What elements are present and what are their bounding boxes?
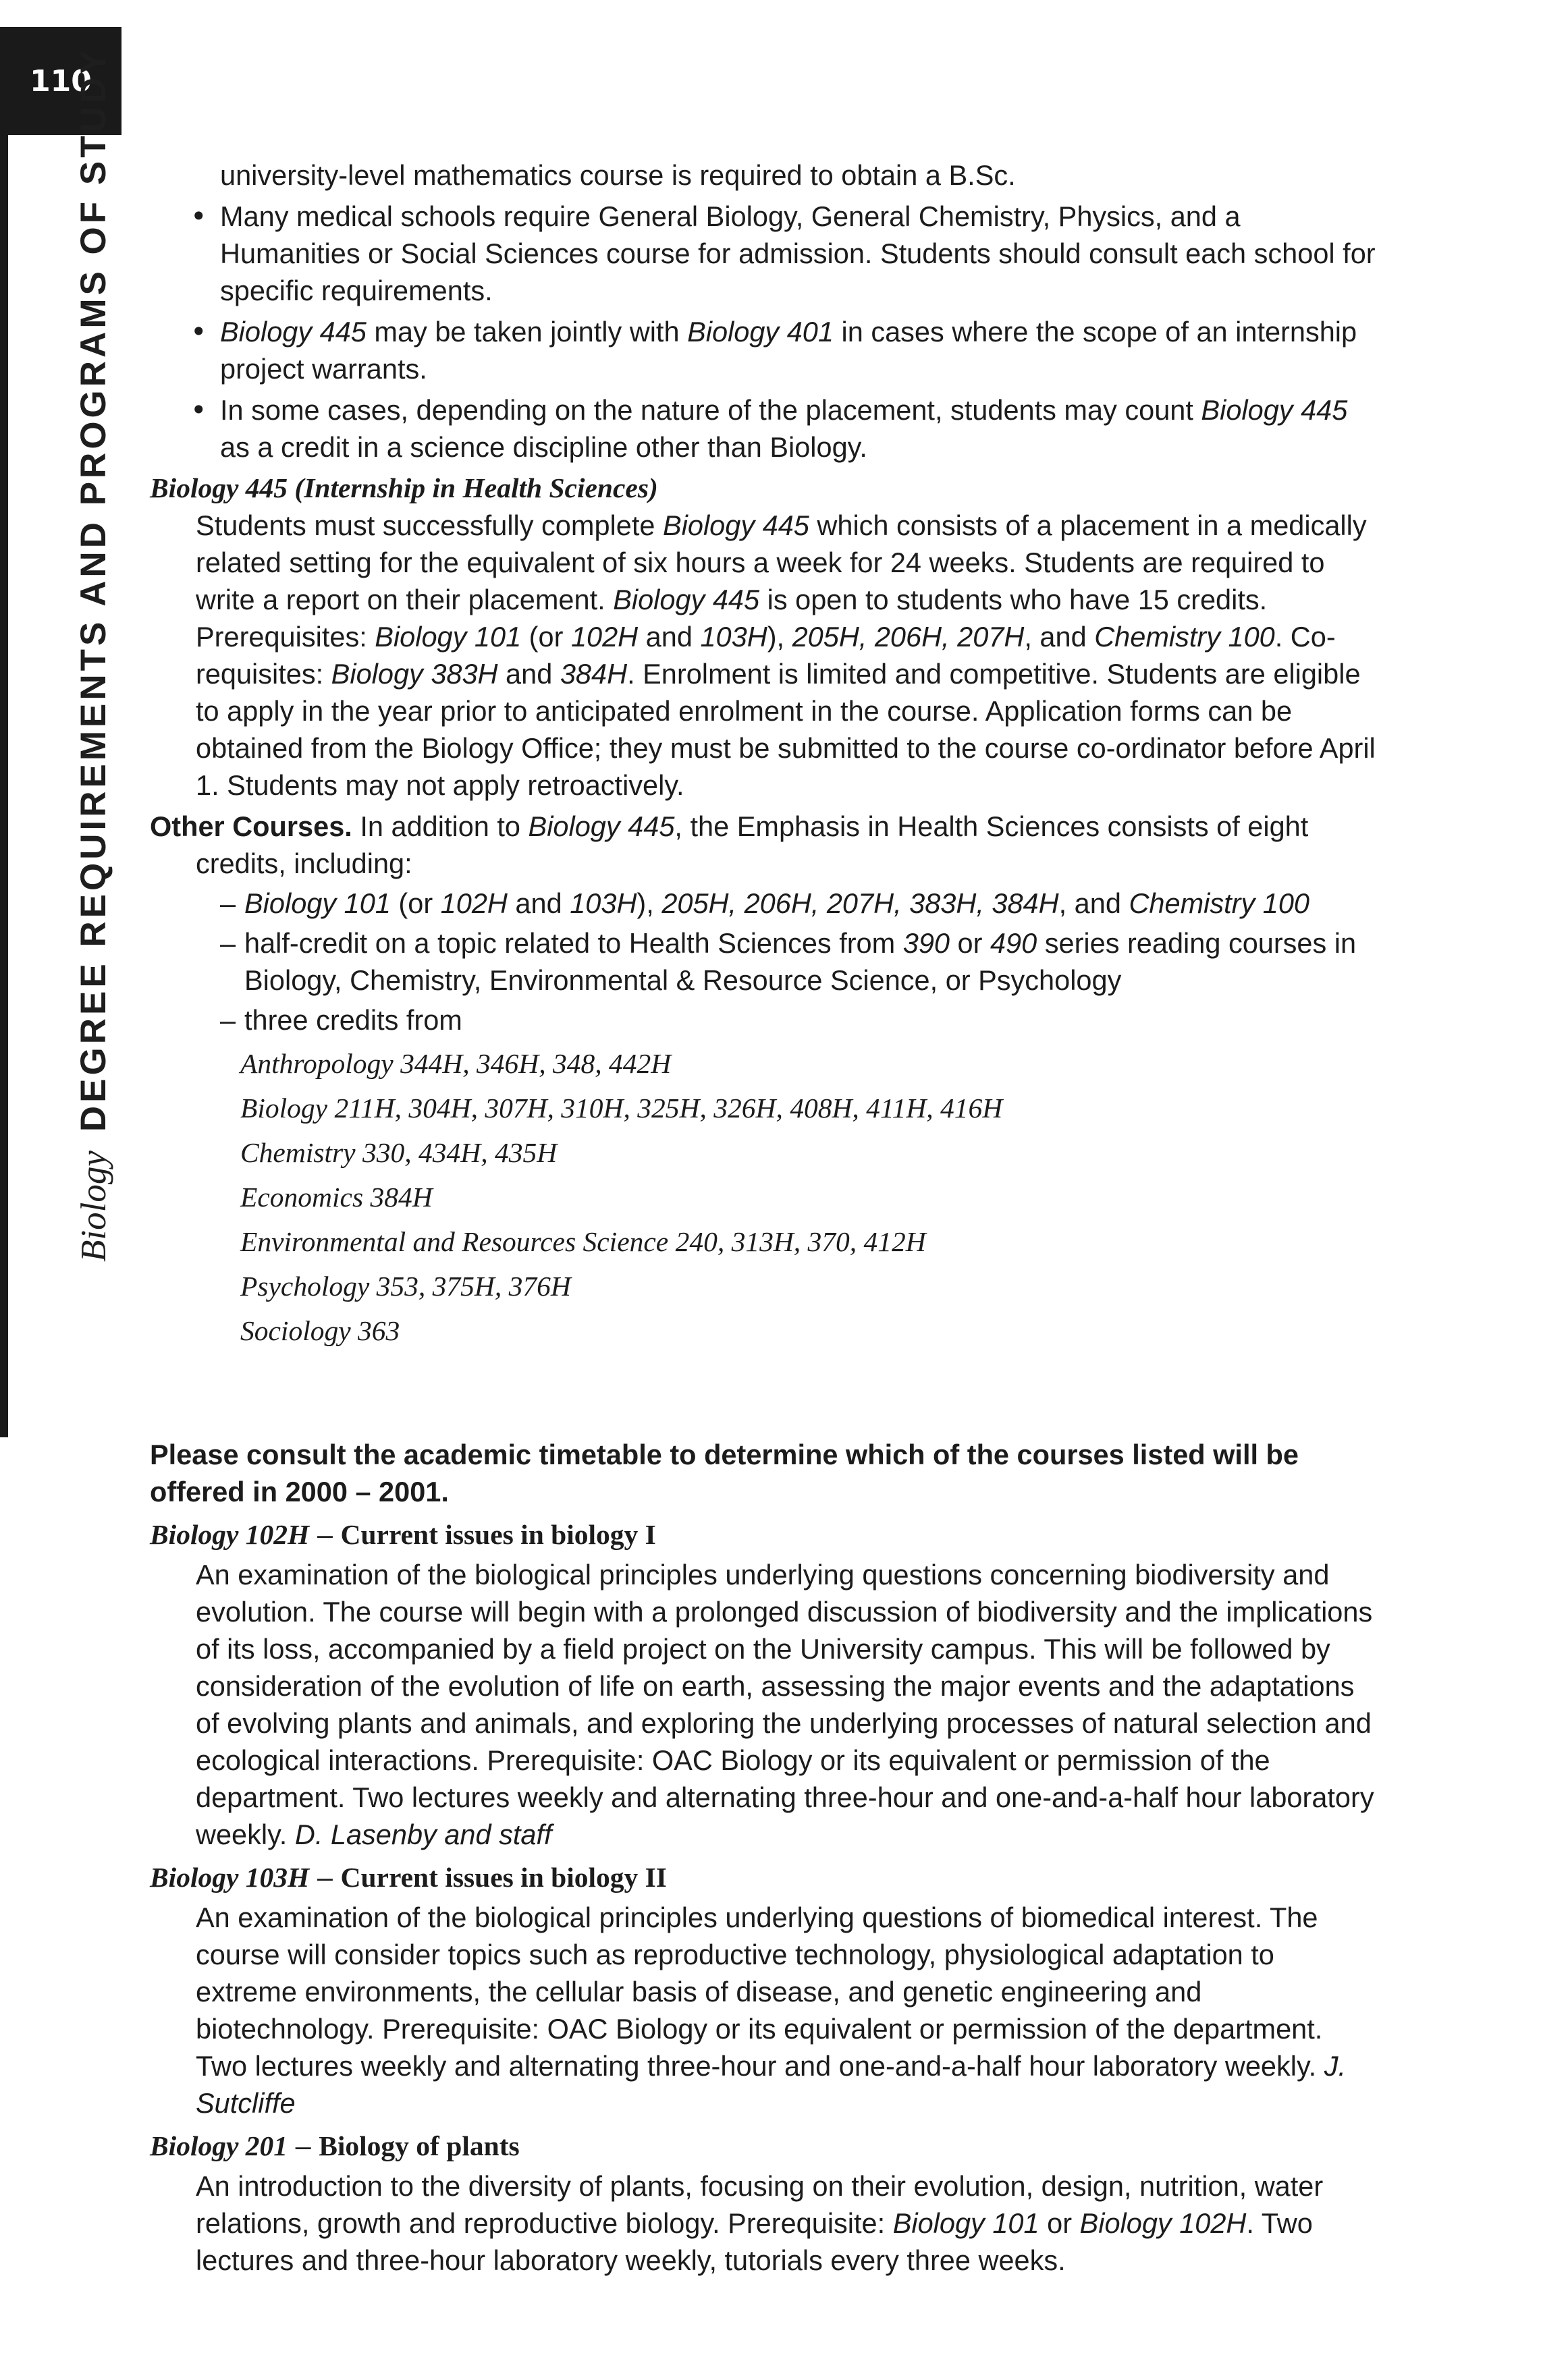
- course-descriptions-section: [150, 1436, 1378, 2279]
- requirement-item: – half-credit on a topic related to Health Sciences from 390 or 490 series reading courses in Biology, Chemistry, Environmental & Resource Science, or Psychology: [150, 924, 1378, 999]
- course-description: An examination of the biological principles underlying questions of biomedical interest. The course will consider topics such as reproductive technology, physiological adaptation to extreme environments, the cellular basis of disease, and genetic engineering and biotechnology. Prerequisite: OAC Biology or its equivalent or permission of the department. Two lectures weekly and alternating three-hour and one-and-a-half hour laboratory weekly. J. Sutcliffe: [196, 1902, 1346, 2119]
- running-head: [76, 47, 112, 1263]
- list-item: Anthropology 344H, 346H, 348, 442H: [240, 1048, 672, 1079]
- bullet-item: • Biology 445 may be taken jointly with Biology 401 in cases where the scope of an internship project warrants.: [150, 313, 1378, 387]
- internship-heading: Biology 445 (Internship in Health Sciences): [150, 472, 658, 503]
- course-description: An introduction to the diversity of plants, focusing on their evolution, design, nutrition, water relations, growth and reproductive biology. Prerequisite: Biology 101 or Biology 102H. Two lectures and three-hour laboratory weekly, tutorials every three weeks.: [196, 2170, 1324, 2276]
- page-number: 110: [0, 27, 121, 135]
- requirements-section: [150, 157, 1378, 1353]
- intro-line: university-level mathematics course is required to obtain a B.Sc.: [220, 159, 1016, 191]
- course-description: An examination of the biological principles underlying questions concerning biodiversity and evolution. The course will begin with a prolonged discussion of biodiversity and the implications of its loss, accompanied by a field project on the University campus. This will be followed by consideration of the evolution of life on earth, assessing the major events and the adaptations of evolving plants and animals, and exploring the underlying processes of natural selection and ecological interactions. Prerequisite: OAC Biology or its equivalent or permission of the department. Two lectures weekly and alternating three-hour and one-and-a-half hour laboratory weekly. D. Lasenby and staff: [196, 1559, 1374, 1850]
- course-title: Biology 102H – Current issues in biology I: [150, 1518, 656, 1550]
- course-code: Biology 102H: [150, 1519, 310, 1550]
- other-courses-label: Other Courses.: [150, 810, 352, 842]
- list-item: Sociology 363: [240, 1315, 400, 1346]
- list-item: Chemistry 330, 434H, 435H: [240, 1137, 558, 1168]
- course-code: Biology 201: [150, 2130, 288, 2161]
- course-title: Biology 103H – Current issues in biology II: [150, 1861, 667, 1893]
- course-instructor: J. Sutcliffe: [196, 2050, 1346, 2119]
- requirement-item: – Biology 101 (or 102H and 103H), 205H, 206H, 207H, 383H, 384H, and Chemistry 100: [150, 885, 1378, 922]
- course-code: Biology 103H: [150, 1862, 310, 1893]
- timetable-notice: Please consult the academic timetable to determine which of the courses listed will be offered in 2000 – 2001.: [150, 1439, 1299, 1507]
- internship-paragraph: Students must successfully complete Biology 445 which consists of a placement in a medically related setting for the equivalent of six hours a week for 24 weeks. Students are required to write a report on their placement. Biology 445 is open to students who have 15 credits. Prerequisites: Biology 101 (or 102H and 103H), 205H, 206H, 207H, and Chemistry 100. Co-requisites: Biology 383H and 384H. Enrolment is limited and competitive. Students are eligible to apply in the year prior to anticipated enrolment in the course. Application forms can be obtained from the Biology Office; they must be submitted to the course co-ordinator before April 1. Students may not apply retroactively.: [196, 509, 1376, 801]
- list-item: Environmental and Resources Science 240, 313H, 370, 412H: [240, 1226, 926, 1257]
- course-instructor: D. Lasenby and staff: [294, 1819, 552, 1850]
- list-item: Psychology 353, 375H, 376H: [240, 1271, 571, 1302]
- bullet-item: • In some cases, depending on the nature of the placement, students may count Biology 445 as a credit in a science discipline other than Biology.: [150, 391, 1378, 466]
- course-name: Current issues in biology II: [340, 1862, 667, 1893]
- other-courses-paragraph: Other Courses. In addition to Biology 445, the Emphasis in Health Sciences consists of eight credits, including:: [150, 810, 1309, 879]
- elective-course-list: [150, 1041, 1378, 1353]
- list-item: Economics 384H: [240, 1182, 433, 1213]
- requirement-item: – three credits from: [150, 1001, 1378, 1039]
- list-item: Biology 211H, 304H, 307H, 310H, 325H, 326H, 408H, 411H, 416H: [240, 1092, 1003, 1124]
- course-title: Biology 201 – Biology of plants: [150, 2130, 520, 2161]
- course-name: Biology of plants: [319, 2130, 520, 2161]
- running-head-subject: Biology: [74, 1151, 113, 1262]
- side-rule: [0, 135, 8, 1437]
- bullet-item: • Many medical schools require General Biology, General Chemistry, Physics, and a Humanities or Social Sciences course for admission. Students should consult each school for specific requirements.: [150, 198, 1378, 309]
- running-head-title: DEGREE REQUIREMENTS AND PROGRAMS OF STUDY: [74, 47, 113, 1132]
- course-name: Current issues in biology I: [340, 1519, 656, 1550]
